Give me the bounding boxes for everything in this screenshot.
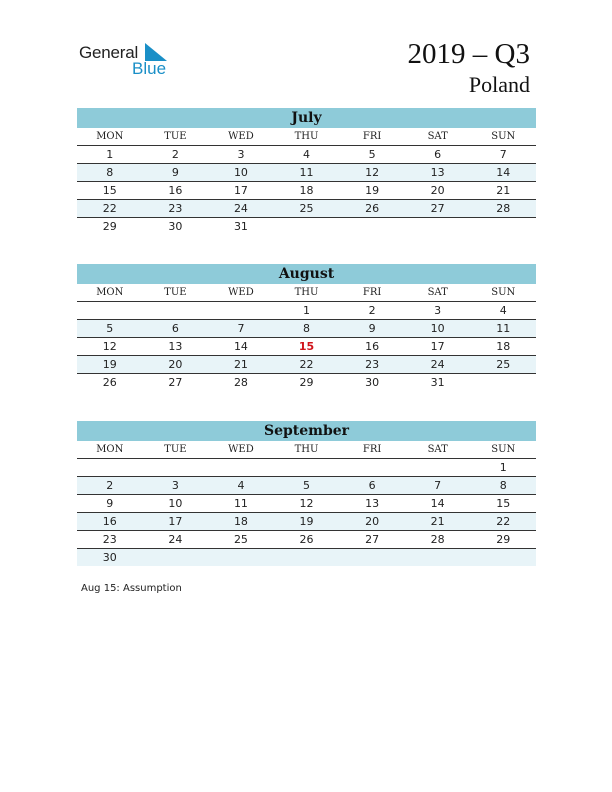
logo-word-blue: Blue [132,59,167,78]
empty-day-cell [143,549,209,566]
weekday-label: MON [96,444,124,455]
weekday-label: FRI [362,287,382,298]
day-cell: 2 [368,304,376,317]
day-cell: 3 [237,148,245,161]
day-cell: 1 [106,148,114,161]
week-row [77,459,536,477]
day-cell: 29 [299,376,314,389]
week-row [77,164,536,182]
day-cell: 24 [168,533,183,546]
empty-day-cell [208,302,274,319]
day-cell: 11 [233,497,248,510]
week-row [77,513,536,531]
day-cell: 30 [102,551,117,564]
day-cell: 5 [106,322,114,335]
day-cell: 5 [303,479,311,492]
logo-word-general: General [79,43,139,62]
day-cell: 16 [365,340,380,353]
day-cell: 3 [171,479,179,492]
day-cell: 21 [496,184,511,197]
day-cell: 6 [368,479,376,492]
day-cell: 2 [106,479,114,492]
week-row [77,200,536,218]
day-cell: 26 [299,533,314,546]
week-row [77,146,536,164]
day-cell: 28 [430,533,445,546]
day-cell: 23 [168,202,183,215]
day-cell: 17 [168,515,183,528]
day-cell: 31 [233,220,248,233]
weekday-label: SAT [427,287,448,298]
weekday-header-row [77,441,536,459]
weekday-label: MON [96,131,124,142]
day-cell: 31 [430,376,445,389]
day-cell: 24 [233,202,248,215]
day-cell: 19 [299,515,314,528]
day-cell: 8 [106,166,114,179]
weekday-label: SUN [491,287,516,298]
page-title: 2019 – Q3 [407,38,530,70]
weekday-label: SAT [427,131,448,142]
day-cell: 19 [102,358,117,371]
day-cell: 9 [106,497,114,510]
day-cell: 1 [303,304,311,317]
holiday-day-cell: 15 [298,340,315,353]
day-cell: 13 [365,497,380,510]
day-cell: 17 [233,184,248,197]
day-cell: 22 [299,358,314,371]
day-cell: 2 [171,148,179,161]
weekday-label: WED [228,287,254,298]
empty-day-cell [470,549,536,566]
week-row [77,182,536,200]
weekday-label: TUE [164,131,187,142]
day-cell: 12 [299,497,314,510]
day-cell: 4 [499,304,507,317]
week-row [77,531,536,549]
weekday-label: FRI [362,444,382,455]
country-name: Poland [468,72,530,97]
day-cell: 10 [233,166,248,179]
weekday-label: THU [294,287,319,298]
day-cell: 4 [303,148,311,161]
day-cell: 20 [365,515,380,528]
empty-day-cell [274,218,340,235]
day-cell: 29 [496,533,511,546]
month-block-september [77,421,536,566]
day-cell: 9 [171,166,179,179]
day-cell: 8 [303,322,311,335]
week-row [77,495,536,513]
day-cell: 21 [430,515,445,528]
day-cell: 27 [168,376,183,389]
day-cell: 7 [434,479,442,492]
empty-day-cell [143,302,209,319]
day-cell: 18 [496,340,511,353]
week-row [77,338,536,356]
week-row [77,218,536,235]
empty-day-cell [274,459,340,476]
day-cell: 26 [365,202,380,215]
day-cell: 8 [499,479,507,492]
weekday-label: TUE [164,444,187,455]
day-cell: 16 [168,184,183,197]
day-cell: 27 [365,533,380,546]
empty-day-cell [208,459,274,476]
day-cell: 12 [102,340,117,353]
week-row [77,320,536,338]
day-cell: 13 [430,166,445,179]
week-row [77,302,536,320]
day-cell: 25 [496,358,511,371]
day-cell: 29 [102,220,117,233]
day-cell: 14 [430,497,445,510]
empty-day-cell [405,459,471,476]
month-title: August [77,264,536,284]
weekday-label: WED [228,131,254,142]
day-cell: 16 [102,515,117,528]
weekday-label: SAT [427,444,448,455]
day-cell: 23 [102,533,117,546]
day-cell: 20 [168,358,183,371]
weekday-header-row [77,284,536,302]
empty-day-cell [339,459,405,476]
day-cell: 20 [430,184,445,197]
day-cell: 30 [168,220,183,233]
week-row [77,374,536,391]
day-cell: 14 [496,166,511,179]
weekday-label: THU [294,131,319,142]
empty-day-cell [339,218,405,235]
day-cell: 13 [168,340,183,353]
empty-day-cell [208,549,274,566]
day-cell: 30 [365,376,380,389]
weekday-label: SUN [491,444,516,455]
month-title: July [77,108,536,128]
day-cell: 1 [499,461,507,474]
day-cell: 6 [171,322,179,335]
weekday-label: MON [96,287,124,298]
empty-day-cell [77,459,143,476]
day-cell: 18 [299,184,314,197]
month-block-july [77,108,536,235]
day-cell: 14 [233,340,248,353]
day-cell: 17 [430,340,445,353]
month-block-august [77,264,536,391]
empty-day-cell [405,218,471,235]
day-cell: 6 [434,148,442,161]
day-cell: 18 [233,515,248,528]
day-cell: 9 [368,322,376,335]
day-cell: 7 [499,148,507,161]
holiday-note: Aug 15: Assumption [81,583,182,594]
day-cell: 11 [299,166,314,179]
day-cell: 11 [496,322,511,335]
day-cell: 3 [434,304,442,317]
day-cell: 28 [496,202,511,215]
day-cell: 10 [430,322,445,335]
day-cell: 15 [102,184,117,197]
empty-day-cell [405,549,471,566]
day-cell: 22 [102,202,117,215]
day-cell: 25 [299,202,314,215]
month-title: September [77,421,536,441]
weekday-label: THU [294,444,319,455]
empty-day-cell [77,302,143,319]
day-cell: 24 [430,358,445,371]
empty-day-cell [470,218,536,235]
day-cell: 28 [233,376,248,389]
weekday-header-row [77,128,536,146]
empty-day-cell [143,459,209,476]
empty-day-cell [274,549,340,566]
day-cell: 25 [233,533,248,546]
weekday-label: SUN [491,131,516,142]
day-cell: 7 [237,322,245,335]
day-cell: 27 [430,202,445,215]
day-cell: 26 [102,376,117,389]
day-cell: 12 [365,166,380,179]
week-row [77,549,536,566]
day-cell: 21 [233,358,248,371]
empty-day-cell [470,374,536,391]
weekday-label: WED [228,444,254,455]
day-cell: 10 [168,497,183,510]
weekday-label: TUE [164,287,187,298]
day-cell: 19 [365,184,380,197]
day-cell: 15 [496,497,511,510]
week-row [77,477,536,495]
day-cell: 22 [496,515,511,528]
weekday-label: FRI [362,131,382,142]
day-cell: 4 [237,479,245,492]
week-row [77,356,536,374]
day-cell: 5 [368,148,376,161]
empty-day-cell [339,549,405,566]
generalblue-logo [79,40,179,80]
day-cell: 23 [365,358,380,371]
